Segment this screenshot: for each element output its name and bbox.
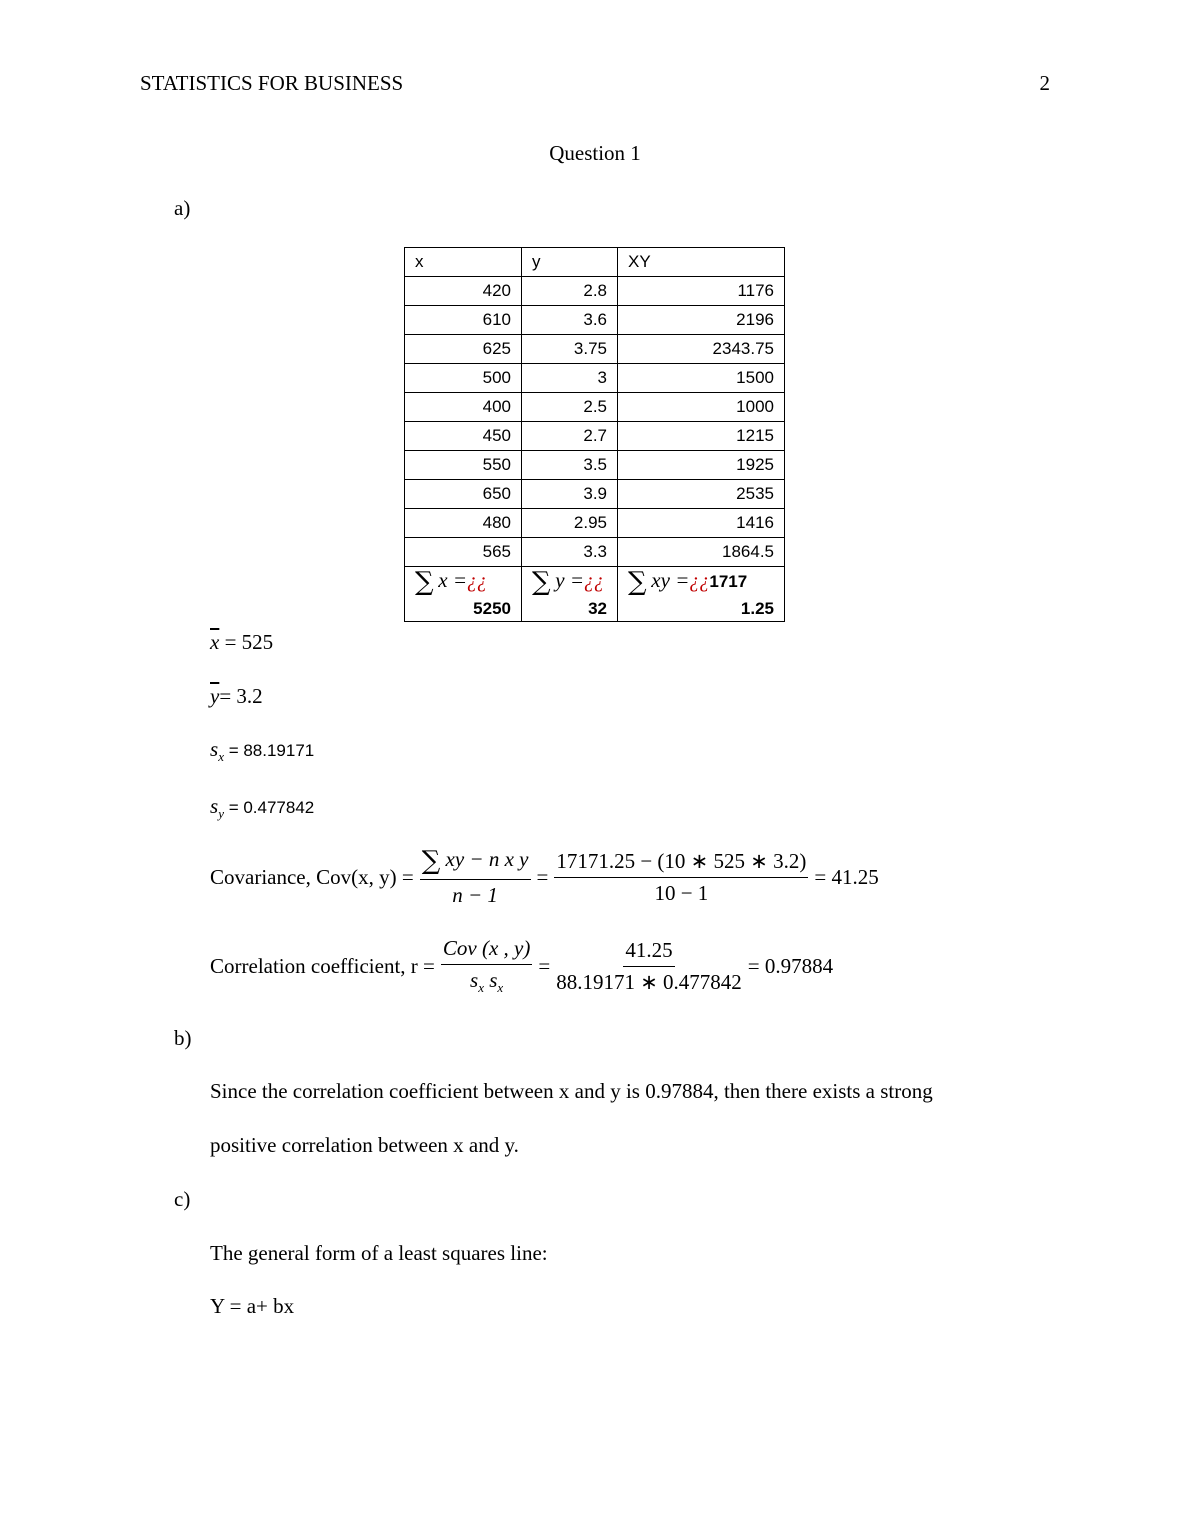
sum-xy-total-part1: 1717 [709, 572, 748, 591]
sum-formula-row [405, 567, 785, 598]
covariance-equation [210, 846, 879, 908]
table-row [405, 451, 785, 480]
table-cell: 2535 [618, 480, 785, 509]
sum-x-label: x = [438, 568, 468, 592]
sum-xy-label: xy = [651, 568, 690, 592]
table-header-cell: XY [618, 248, 785, 277]
part-b-paragraph-line-1: Since the correlation coefficient between x and y is 0.97884, then there exists a strong [210, 1079, 933, 1103]
table-cell: 1416 [618, 509, 785, 538]
table-row [405, 538, 785, 567]
sum-y-label: y = [555, 568, 585, 592]
table-cell: 2343.75 [618, 335, 785, 364]
s-subscript: y [218, 806, 224, 822]
data-table [404, 247, 785, 622]
equals-sign: = [538, 953, 551, 978]
covariance-formula-fraction [420, 846, 531, 908]
sigma-symbol: ∑ [415, 567, 434, 597]
table-cell: 3.3 [522, 538, 618, 567]
sum-y-formula [522, 567, 618, 598]
s-symbol: s [210, 794, 219, 818]
table-row [405, 393, 785, 422]
table-cell: 1500 [618, 364, 785, 393]
table-cell: 650 [405, 480, 522, 509]
table-cell: 2.5 [522, 393, 618, 422]
table-cell: 1176 [618, 277, 785, 306]
correlation-substitution-fraction [556, 938, 742, 995]
part-c-label: c) [174, 1187, 191, 1211]
x-bar-symbol: $\overline{x}$ [210, 630, 220, 654]
covariance-substitution-fraction [554, 849, 808, 906]
sy-line [210, 794, 314, 822]
correlation-result: = 0.97884 [747, 953, 834, 978]
sy-value: = 0.477842 [223, 798, 315, 817]
y-bar-symbol: $\overline{y}$ [210, 684, 220, 708]
table-cell: 3 [522, 364, 618, 393]
running-header-title: STATISTICS FOR BUSINESS [140, 71, 404, 95]
table-cell: 2196 [618, 306, 785, 335]
sum-xy-formula [618, 567, 785, 598]
s-symbol: s [489, 968, 498, 992]
s-subscript: x [218, 749, 224, 765]
table-cell: 2.95 [522, 509, 618, 538]
broken-glyph: ¿¿ [584, 570, 605, 592]
sx-line [210, 737, 314, 765]
correlation-equation [210, 936, 833, 996]
table-row [405, 364, 785, 393]
fraction-denominator [470, 965, 503, 996]
y-mean-line [210, 684, 263, 709]
table-cell: 1000 [618, 393, 785, 422]
covariance-label: Covariance, Cov(x, y) = [210, 864, 414, 889]
y-mean-value: = 3.2 [219, 684, 263, 708]
table-cell: 1864.5 [618, 538, 785, 567]
sigma-symbol: ∑ [421, 846, 441, 876]
table-row [405, 480, 785, 509]
correlation-formula-fraction [441, 936, 532, 996]
table-header-row [405, 248, 785, 277]
correlation-label: Correlation coefficient, r = [210, 953, 435, 978]
broken-glyph: ¿¿ [689, 570, 710, 592]
fraction-numerator: Cov (x , y) [441, 936, 532, 965]
table-cell: 450 [405, 422, 522, 451]
numerator-text: xy − n x y [445, 847, 529, 871]
sum-xy-total-part2: 1.25 [618, 597, 785, 622]
sx-value: = 88.19171 [223, 741, 315, 760]
table-cell: 550 [405, 451, 522, 480]
fraction-numerator: 41.25 [623, 938, 674, 967]
broken-glyph: ¿¿ [467, 570, 488, 592]
page-number: 2 [1039, 71, 1050, 95]
table-row [405, 335, 785, 364]
table-cell: 420 [405, 277, 522, 306]
table-cell: 400 [405, 393, 522, 422]
table-cell: 3.5 [522, 451, 618, 480]
table-cell: 2.8 [522, 277, 618, 306]
table-row [405, 277, 785, 306]
question-title: Question 1 [549, 141, 641, 165]
table-cell: 480 [405, 509, 522, 538]
x-mean-value: = 525 [219, 630, 274, 654]
table-row [405, 509, 785, 538]
part-b-label: b) [174, 1026, 192, 1050]
fraction-denominator: n − 1 [452, 883, 498, 907]
sum-x-total: 5250 [405, 597, 522, 622]
part-b-paragraph-line-2: positive correlation between x and y. [210, 1133, 519, 1157]
table-header-cell: y [522, 248, 618, 277]
equals-sign: = [536, 864, 549, 889]
table-cell: 3.9 [522, 480, 618, 509]
least-squares-equation: Y = a+ bx [210, 1294, 295, 1318]
table-cell: 500 [405, 364, 522, 393]
sum-x-formula [405, 567, 522, 598]
table-cell: 3.6 [522, 306, 618, 335]
table-cell: 565 [405, 538, 522, 567]
x-mean-line [210, 630, 273, 655]
sigma-symbol: ∑ [628, 567, 647, 597]
fraction-numerator [420, 846, 531, 880]
table-row [405, 422, 785, 451]
s-symbol: s [210, 737, 219, 761]
sum-total-row [405, 597, 785, 622]
s-symbol: s [470, 968, 479, 992]
fraction-denominator: 88.19171 ∗ 0.477842 [556, 969, 742, 994]
part-c-paragraph-line-1: The general form of a least squares line: [210, 1241, 548, 1265]
covariance-result: = 41.25 [814, 864, 879, 889]
s-subscript: x [497, 980, 504, 996]
part-a-label: a) [174, 196, 191, 220]
table-cell: 3.75 [522, 335, 618, 364]
fraction-numerator: 17171.25 − (10 ∗ 525 ∗ 3.2) [554, 849, 808, 878]
table-cell: 625 [405, 335, 522, 364]
s-subscript: x [478, 980, 484, 996]
table-header-cell: x [405, 248, 522, 277]
sum-y-total: 32 [522, 597, 618, 622]
table-cell: 610 [405, 306, 522, 335]
table-row [405, 306, 785, 335]
fraction-denominator: 10 − 1 [654, 880, 709, 905]
table-cell: 1215 [618, 422, 785, 451]
table-cell: 2.7 [522, 422, 618, 451]
sigma-symbol: ∑ [532, 567, 551, 597]
table-cell: 1925 [618, 451, 785, 480]
